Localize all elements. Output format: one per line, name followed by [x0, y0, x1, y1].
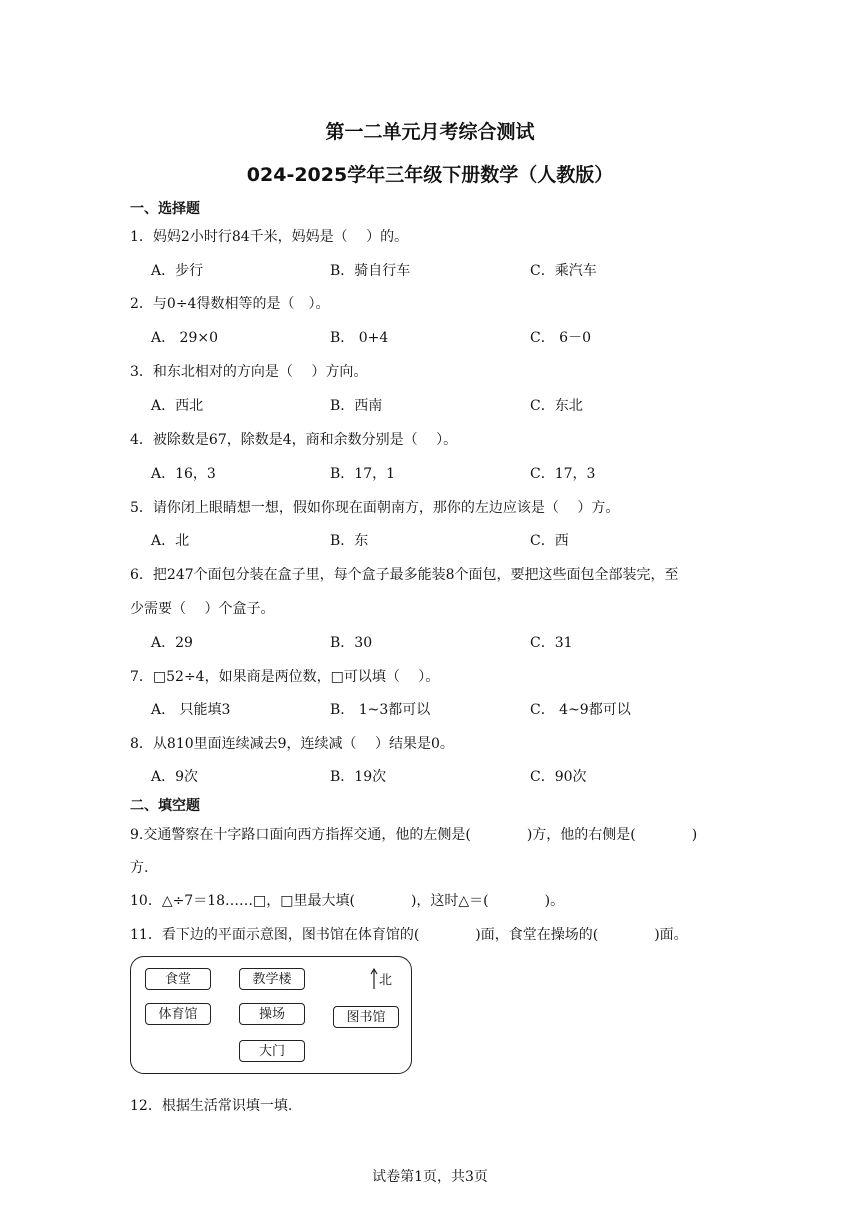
- q5-option-b: B．东: [330, 533, 369, 549]
- question-7: 7．□52÷4，如果商是两位数，□可以填（ ）。: [130, 669, 440, 685]
- q3-option-c: C．东北: [530, 398, 583, 414]
- q3-option-b: B．西南: [330, 398, 383, 414]
- question-10: 10．△÷7＝18……□，□里最大填( )，这时△＝( )。: [130, 893, 565, 909]
- question-8: 8．从810里面连续减去9，连续减（ ）结果是0。: [130, 736, 454, 752]
- question-3: 3．和东北相对的方向是（ ）方向。: [130, 364, 368, 380]
- north-arrow-icon: [370, 967, 378, 989]
- question-4: 4．被除数是67，除数是4，商和余数分别是（ ）。: [130, 432, 458, 448]
- q4-option-b: B．17，1: [330, 466, 396, 482]
- q6-option-a: A．29: [151, 635, 193, 651]
- section-fill-heading: 二、填空题: [130, 798, 200, 814]
- q5-option-c: C．西: [530, 533, 569, 549]
- map-canteen: 食堂: [145, 968, 211, 990]
- question-6: 6．把247个面包分装在盒子里，每个盒子最多能装8个面包，要把这些面包全部装完，至: [130, 567, 679, 583]
- question-6-continued: 少需要（ ）个盒子。: [130, 601, 275, 617]
- q2-option-c: C． 6－0: [530, 330, 591, 346]
- map-gym: 体育馆: [145, 1003, 211, 1025]
- section-choice-heading: 一、选择题: [130, 201, 200, 217]
- map-playground: 操场: [239, 1003, 305, 1025]
- school-map-diagram: [130, 956, 412, 1074]
- map-north-label: 北: [379, 973, 393, 988]
- q7-option-a: A． 只能填3: [151, 702, 231, 718]
- q5-option-a: A．北: [151, 533, 190, 549]
- question-1: 1．妈妈2小时行84千米，妈妈是（ ）的。: [130, 229, 409, 245]
- page-footer: 试卷第1页，共3页: [372, 1169, 488, 1185]
- q3-option-a: A．西北: [151, 398, 204, 414]
- map-gate: 大门: [239, 1040, 305, 1062]
- question-9: 9.交通警察在十字路口面向西方指挥交通，他的左侧是( )方，他的右侧是( ): [130, 827, 698, 843]
- q4-option-a: A．16，3: [151, 466, 216, 482]
- map-library: 图书馆: [333, 1006, 399, 1028]
- q2-option-a: A． 29×0: [151, 330, 219, 346]
- page-subtitle: 024-2025学年三年级下册数学（人教版）: [246, 164, 614, 186]
- question-12: 12．根据生活常识填一填.: [130, 1098, 293, 1114]
- q7-option-b: B． 1~3都可以: [330, 702, 431, 718]
- map-teaching-building: 教学楼: [239, 968, 305, 990]
- question-9-continued: 方.: [130, 860, 149, 876]
- q4-option-c: C．17，3: [530, 466, 596, 482]
- page-title: 第一二单元月考综合测试: [325, 121, 535, 143]
- question-11: 11．看下边的平面示意图，图书馆在体育馆的( )面，食堂在操场的( )面。: [130, 927, 688, 943]
- q6-option-b: B．30: [330, 635, 373, 651]
- q1-option-c: C．乘汽车: [530, 263, 597, 279]
- q1-option-a: A．步行: [151, 263, 204, 279]
- question-5: 5．请你闭上眼睛想一想，假如你现在面朝南方，那你的左边应该是（ ）方。: [130, 500, 620, 516]
- q7-option-c: C． 4~9都可以: [530, 702, 631, 718]
- question-2: 2．与0÷4得数相等的是（ ）。: [130, 296, 330, 312]
- q8-option-c: C．90次: [530, 769, 587, 785]
- q8-option-b: B．19次: [330, 769, 387, 785]
- q6-option-c: C．31: [530, 635, 573, 651]
- q1-option-b: B．骑自行车: [330, 263, 411, 279]
- q8-option-a: A．9次: [151, 769, 199, 785]
- q2-option-b: B． 0+4: [330, 330, 389, 346]
